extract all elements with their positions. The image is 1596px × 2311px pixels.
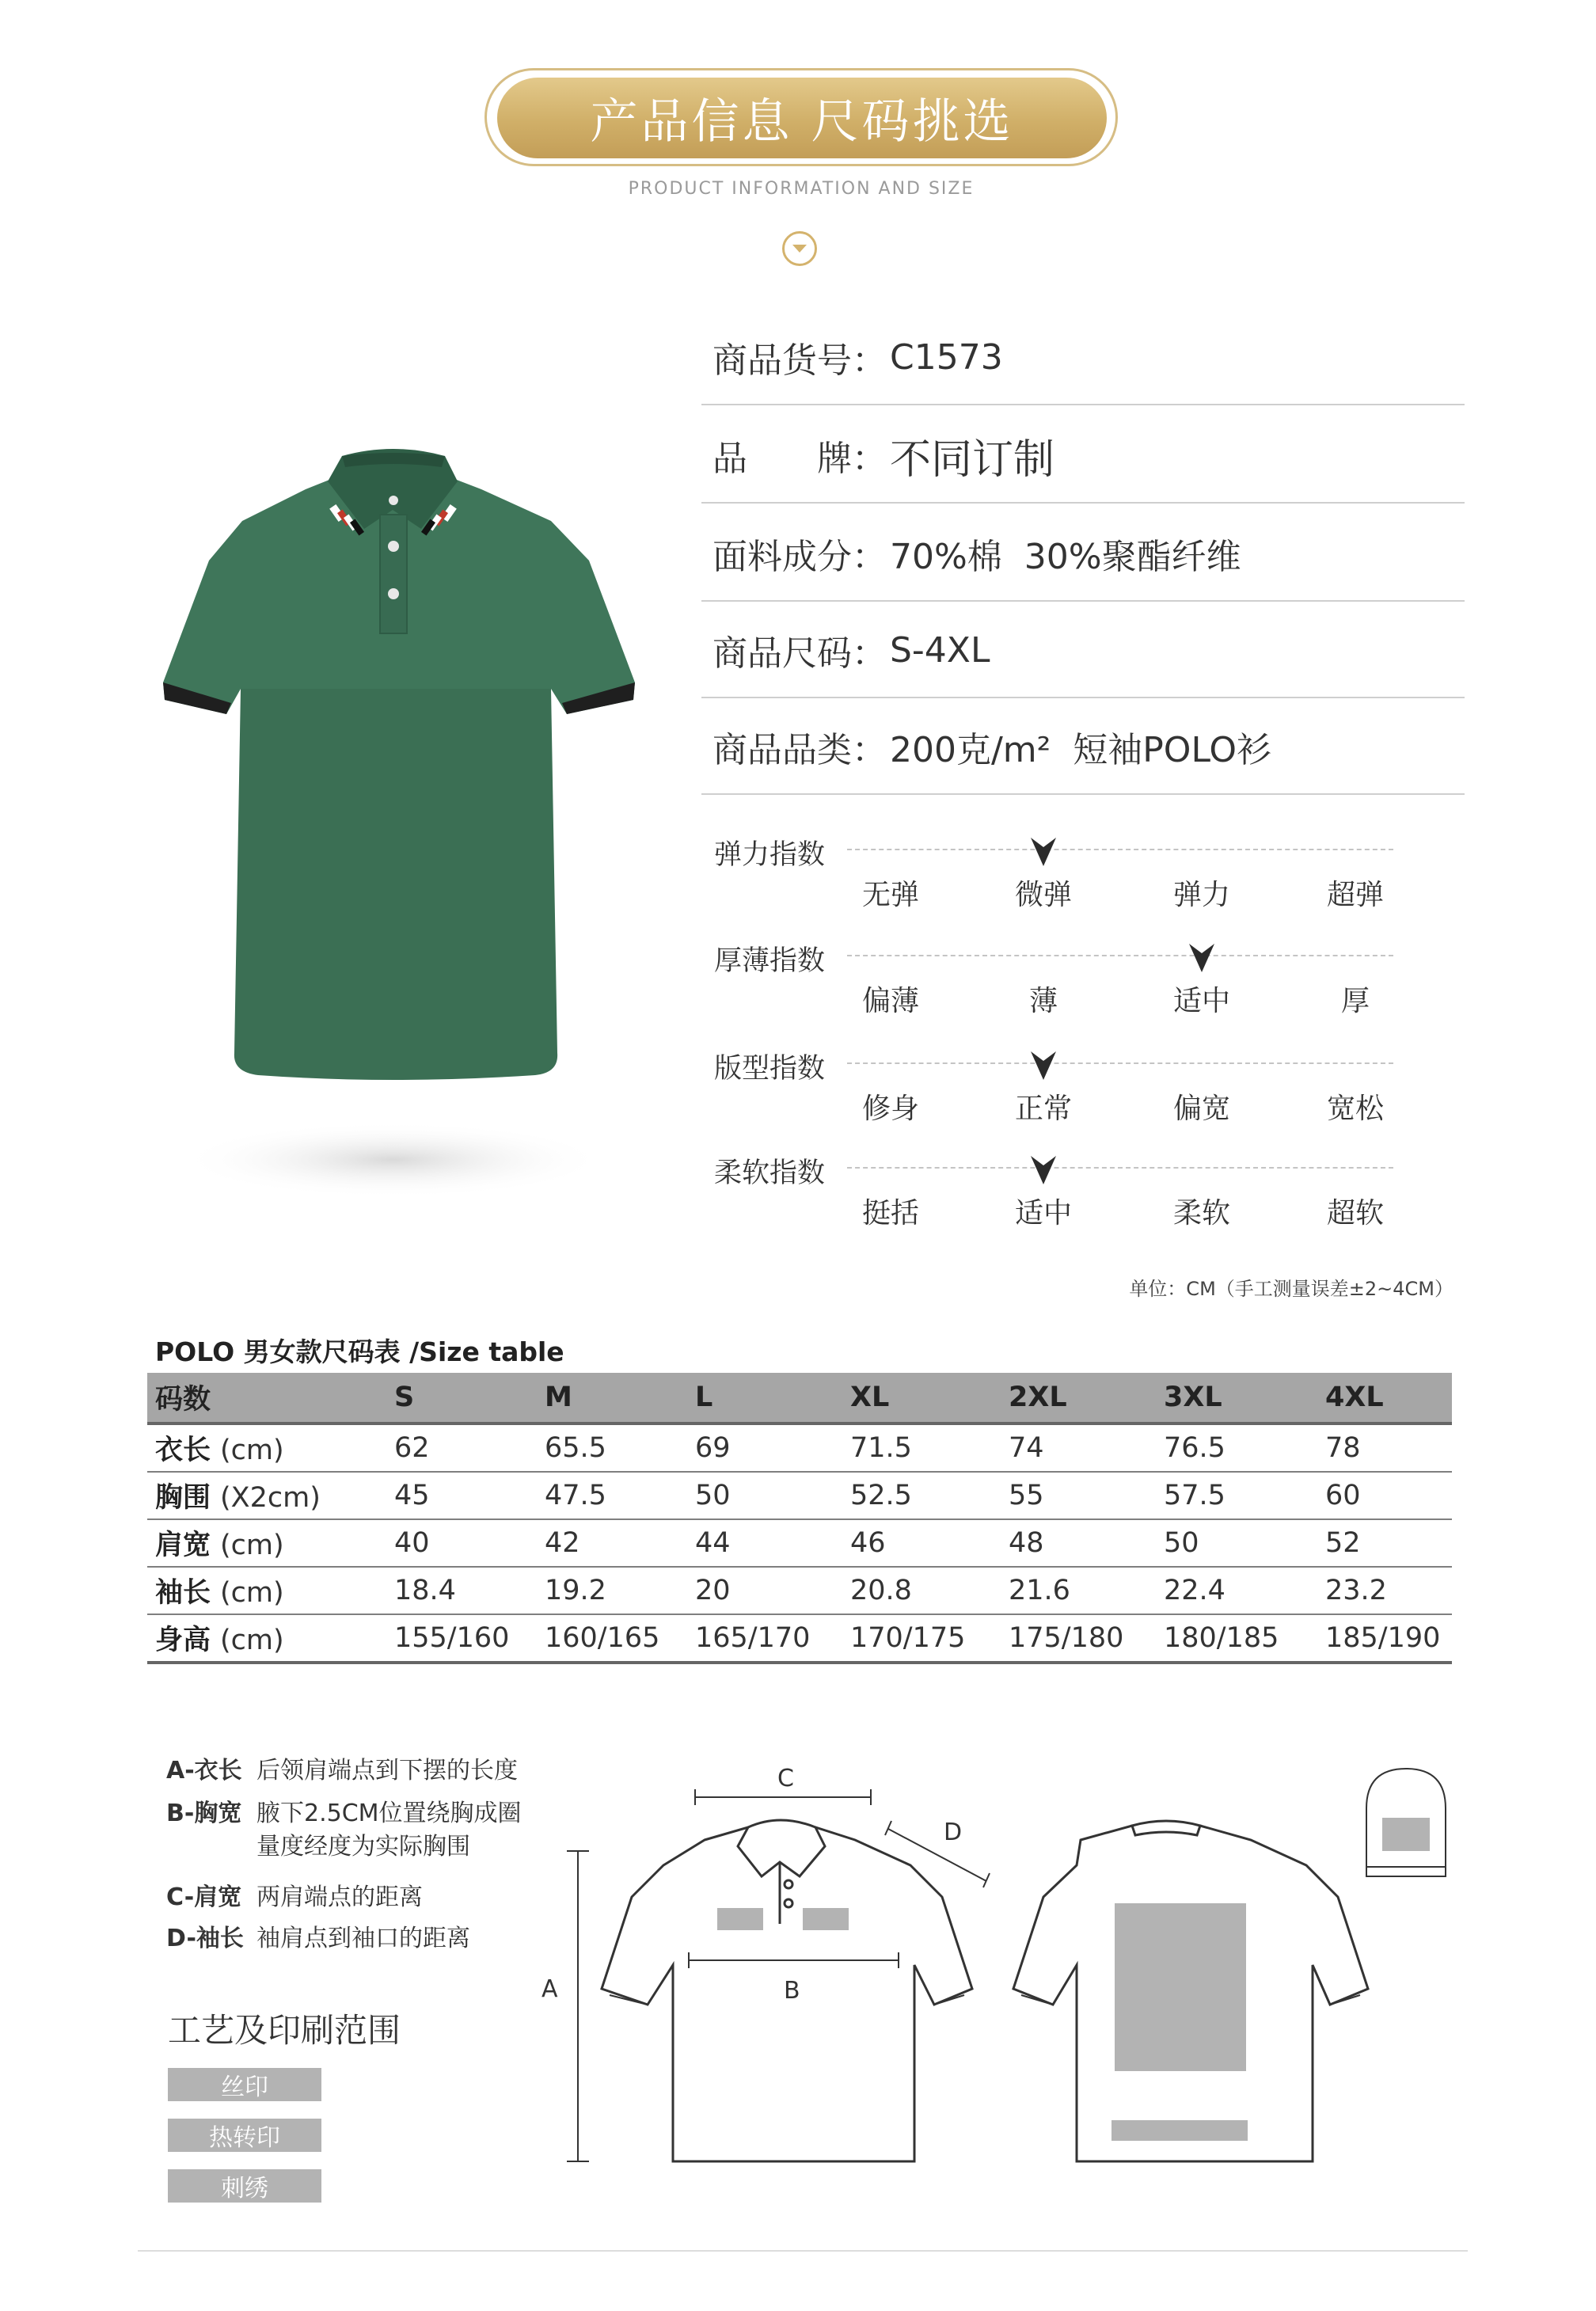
info-label: 商品货号：	[712, 340, 887, 381]
size-cell: 50	[687, 1472, 842, 1519]
craft-title: 工艺及印刷范围	[168, 2011, 401, 2050]
size-cell: 175/180	[1001, 1614, 1156, 1663]
row-name: 肩宽	[155, 1530, 211, 1561]
index-option: 弹力	[1172, 879, 1231, 911]
product-photo	[155, 428, 646, 1203]
index-label: 厚薄指数	[714, 945, 826, 977]
size-cell: 170/175	[842, 1614, 1001, 1663]
size-cell: 57.5	[1156, 1472, 1317, 1519]
size-table-row	[147, 1519, 1452, 1567]
size-cell: 60	[1317, 1472, 1452, 1519]
index-option: 正常	[1014, 1093, 1073, 1125]
print-area-back	[1115, 1903, 1246, 2071]
row-unit: (cm)	[220, 1625, 284, 1656]
size-cell: 18.4	[386, 1567, 537, 1614]
size-cell: 65.5	[537, 1423, 687, 1472]
section-title: 产品信息 尺码挑选	[497, 78, 1107, 158]
section-subtitle: PRODUCT INFORMATION AND SIZE	[628, 179, 975, 199]
unit-note: 单位：CM（手工测量误差±2~4CM）	[1129, 1278, 1454, 1300]
size-cell: 45	[386, 1472, 537, 1519]
measurement-text: 后领肩端点到下摆的长度	[256, 1757, 518, 1785]
craft-embroidery-button[interactable]: 刺绣	[168, 2169, 321, 2203]
info-label: 面料成分：	[712, 537, 887, 577]
header-4xl: 4XL	[1317, 1373, 1452, 1423]
size-table-header-row	[147, 1373, 1452, 1423]
size-table-row	[147, 1567, 1452, 1614]
print-area-back-hem	[1112, 2120, 1248, 2141]
size-cell: 69	[687, 1423, 842, 1472]
size-table-row	[147, 1472, 1452, 1519]
info-label: 商品品类：	[712, 730, 887, 770]
info-row-size	[701, 603, 1465, 698]
index-scale-line	[847, 849, 1393, 850]
measurement-key: A-衣长	[166, 1757, 242, 1785]
print-area-left-chest	[717, 1908, 763, 1930]
size-cell: 42	[537, 1519, 687, 1567]
index-option: 超软	[1326, 1197, 1385, 1230]
size-table-title: POLO 男女款尺码表 /Size table	[155, 1336, 564, 1367]
product-shadow	[179, 1122, 606, 1198]
size-cell: 74	[1001, 1423, 1156, 1472]
index-marker-icon	[1029, 1050, 1058, 1085]
info-row-category	[701, 700, 1465, 795]
size-cell: 46	[842, 1519, 1001, 1567]
size-table-row	[147, 1614, 1452, 1663]
measurement-text-2: 量度经度为实际胸围	[256, 1833, 470, 1861]
size-cell: 22.4	[1156, 1567, 1317, 1614]
index-option: 厚	[1340, 985, 1370, 1017]
info-label: 品 牌：	[712, 439, 887, 479]
index-marker-icon	[1188, 942, 1216, 977]
measurement-d	[166, 1922, 470, 1956]
index-label: 弹力指数	[714, 839, 826, 871]
info-value: C1573	[890, 336, 1003, 378]
size-cell: 20	[687, 1567, 842, 1614]
size-cell: 50	[1156, 1519, 1317, 1567]
measurement-text: 袖肩点到袖口的距离	[256, 1925, 470, 1952]
row-header	[147, 1614, 386, 1663]
dim-label-c: C	[777, 1765, 794, 1792]
index-option: 偏宽	[1172, 1093, 1231, 1125]
measurement-key: D-袖长	[166, 1925, 244, 1952]
print-area-sleeve	[1382, 1818, 1430, 1851]
size-cell: 52	[1317, 1519, 1452, 1567]
size-cell: 71.5	[842, 1423, 1001, 1472]
craft-screen-print-button[interactable]: 丝印	[168, 2068, 321, 2101]
info-row-brand	[701, 409, 1465, 504]
measurement-key: B-胸宽	[166, 1800, 242, 1827]
index-option: 超弹	[1326, 879, 1385, 911]
row-header	[147, 1567, 386, 1614]
size-cell: 20.8	[842, 1567, 1001, 1614]
row-name: 身高	[155, 1625, 211, 1656]
size-cell: 185/190	[1317, 1614, 1452, 1663]
size-cell: 62	[386, 1423, 537, 1472]
row-header	[147, 1472, 386, 1519]
row-header	[147, 1423, 386, 1472]
index-label: 柔软指数	[714, 1157, 826, 1189]
row-unit: (cm)	[220, 1577, 284, 1609]
chevron-down-icon	[782, 231, 817, 266]
size-table-row	[147, 1423, 1452, 1472]
size-cell: 23.2	[1317, 1567, 1452, 1614]
index-option: 挺括	[861, 1197, 920, 1230]
index-option: 宽松	[1326, 1093, 1385, 1125]
info-row-fabric	[701, 507, 1465, 602]
size-cell: 55	[1001, 1472, 1156, 1519]
info-value: 200克/m² 短袖POLO衫	[890, 730, 1272, 770]
row-name: 袖长	[155, 1577, 211, 1609]
size-cell: 78	[1317, 1423, 1452, 1472]
info-value: S-4XL	[890, 629, 990, 671]
measurement-text: 腋下2.5CM位置绕胸成圈	[256, 1800, 522, 1827]
header-2xl: 2XL	[1001, 1373, 1156, 1423]
measurement-key: C-肩宽	[166, 1883, 242, 1911]
info-label: 商品尺码：	[712, 633, 887, 674]
info-row-sku	[701, 310, 1465, 405]
measurement-a	[166, 1754, 518, 1788]
size-cell: 21.6	[1001, 1567, 1156, 1614]
index-option: 柔软	[1172, 1197, 1231, 1230]
index-option: 微弹	[1014, 879, 1073, 911]
row-unit: (cm)	[220, 1530, 284, 1561]
index-scale-line	[847, 955, 1393, 956]
row-unit: (cm)	[220, 1435, 284, 1466]
row-unit: (X2cm)	[220, 1482, 321, 1514]
dim-label-b: B	[784, 1977, 800, 2005]
header-3xl: 3XL	[1156, 1373, 1317, 1423]
index-scale-line	[847, 1167, 1393, 1169]
size-cell: 155/160	[386, 1614, 537, 1663]
size-cell: 47.5	[537, 1472, 687, 1519]
size-table	[147, 1373, 1452, 1664]
size-cell: 180/185	[1156, 1614, 1317, 1663]
row-header	[147, 1519, 386, 1567]
index-option: 无弹	[861, 879, 920, 911]
measurement-text: 两肩端点的距离	[256, 1883, 423, 1911]
index-marker-icon	[1029, 836, 1058, 871]
dim-label-a: A	[542, 1975, 558, 2003]
measurement-c	[166, 1881, 423, 1914]
bottom-divider	[138, 2250, 1468, 2252]
size-cell: 76.5	[1156, 1423, 1317, 1472]
header-size: 码数	[147, 1373, 386, 1423]
size-cell: 52.5	[842, 1472, 1001, 1519]
size-cell: 40	[386, 1519, 537, 1567]
size-cell: 44	[687, 1519, 842, 1567]
measurement-diagram	[538, 1758, 1472, 2169]
size-cell: 19.2	[537, 1567, 687, 1614]
info-value: 不同订制	[890, 435, 1055, 484]
size-cell: 48	[1001, 1519, 1156, 1567]
index-option: 修身	[861, 1093, 920, 1125]
index-option: 适中	[1014, 1197, 1073, 1230]
row-name: 胸围	[155, 1482, 211, 1514]
print-area-right-chest	[803, 1908, 849, 1930]
size-cell: 160/165	[537, 1614, 687, 1663]
index-option: 薄	[1028, 985, 1058, 1017]
craft-heat-transfer-button[interactable]: 热转印	[168, 2119, 321, 2152]
measurement-b	[166, 1797, 522, 1864]
header-s: S	[386, 1373, 537, 1423]
index-label: 版型指数	[714, 1053, 826, 1085]
dim-label-d: D	[944, 1819, 963, 1846]
index-scale-line	[847, 1062, 1393, 1064]
header-m: M	[537, 1373, 687, 1423]
header-l: L	[687, 1373, 842, 1423]
row-name: 衣长	[155, 1435, 211, 1466]
size-cell: 165/170	[687, 1614, 842, 1663]
index-option: 适中	[1172, 985, 1231, 1017]
header-xl: XL	[842, 1373, 1001, 1423]
index-option: 偏薄	[861, 985, 920, 1017]
info-value: 70%棉 30%聚酯纤维	[890, 537, 1241, 577]
index-marker-icon	[1029, 1154, 1058, 1189]
